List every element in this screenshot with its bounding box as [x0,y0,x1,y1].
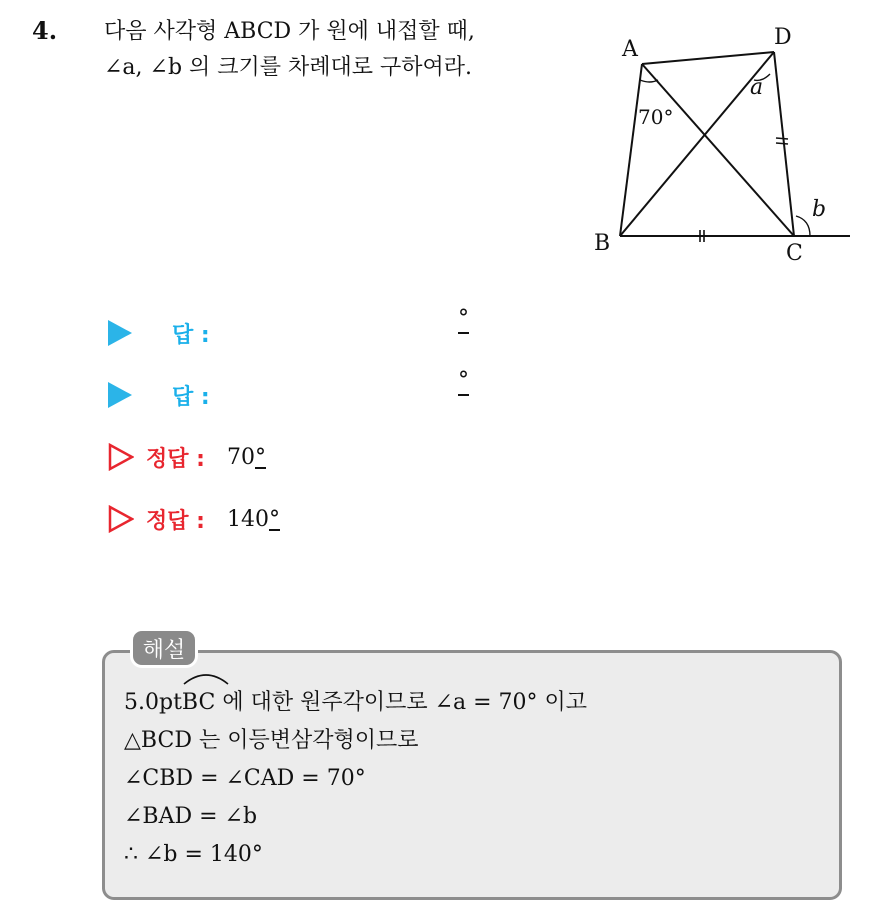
correct-answer-number: 70 [226,444,255,470]
correct-answer-row-1 [108,440,266,474]
correct-answer-value [227,507,280,532]
vertex-label-b: B [594,231,611,256]
side-ab [620,64,642,236]
correct-answer-number: 140 [226,506,269,532]
question-line-2: ∠a, ∠b 의 크기를 차례대로 구하여라. [104,55,473,80]
answer-row-1 [108,306,469,350]
correct-answer-row-2 [108,502,280,536]
vertex-label-d: D [774,25,792,50]
vertex-label-a: A [622,37,638,62]
question-text [104,14,574,86]
angle-label-70: 70° [638,105,674,129]
outline-arrow-icon [108,443,134,471]
explanation-line-4: ∠BAD = ∠b [124,804,258,829]
explanation-content [124,684,587,874]
correct-answer-label: 정답 : [146,446,205,472]
arc-label: BC [181,690,216,715]
play-arrow-icon [108,320,132,346]
explanation-prefix: 5.0pt [124,690,182,715]
explanation-tab: 해설 [130,628,198,668]
angle-label-b: b [812,197,827,222]
arc-bc [182,684,215,722]
question-number: 4. [32,16,58,45]
question-line-1: 다음 사각형 ABCD 가 원에 내접할 때, [104,19,475,44]
explanation-line-5: ∴ ∠b = 140° [124,842,263,867]
degree-symbol: ° [254,444,266,470]
explanation-line-1-rest: 에 대한 원주각이므로 ∠a = 70° 이고 [215,690,588,715]
tick-dc-1 [776,138,788,139]
answer-label: 답 : [172,384,210,410]
play-arrow-icon [108,382,132,408]
vertex-label-c: C [786,241,803,266]
answer-blank-degree[interactable]: ° [458,370,469,396]
quadrilateral-diagram [578,18,858,268]
outline-arrow-icon [108,505,134,533]
explanation-line-3: ∠CBD = ∠CAD = 70° [124,766,366,791]
correct-answer-label: 정답 : [146,508,205,534]
answer-row-2 [108,368,469,412]
explanation-line-2: △BCD 는 이등변삼각형이므로 [124,728,419,753]
degree-symbol: ° [268,506,280,532]
angle-arc-b [796,216,810,236]
correct-answer-value [227,445,266,470]
answer-blank-degree[interactable]: ° [458,308,469,334]
arc-icon [180,670,232,686]
angle-label-a: a [750,75,764,100]
answer-label: 답 : [172,322,210,348]
explanation-line-1 [124,684,587,722]
tick-dc-2 [776,143,788,144]
side-ad [642,52,774,64]
diagonal-ac [642,64,794,236]
